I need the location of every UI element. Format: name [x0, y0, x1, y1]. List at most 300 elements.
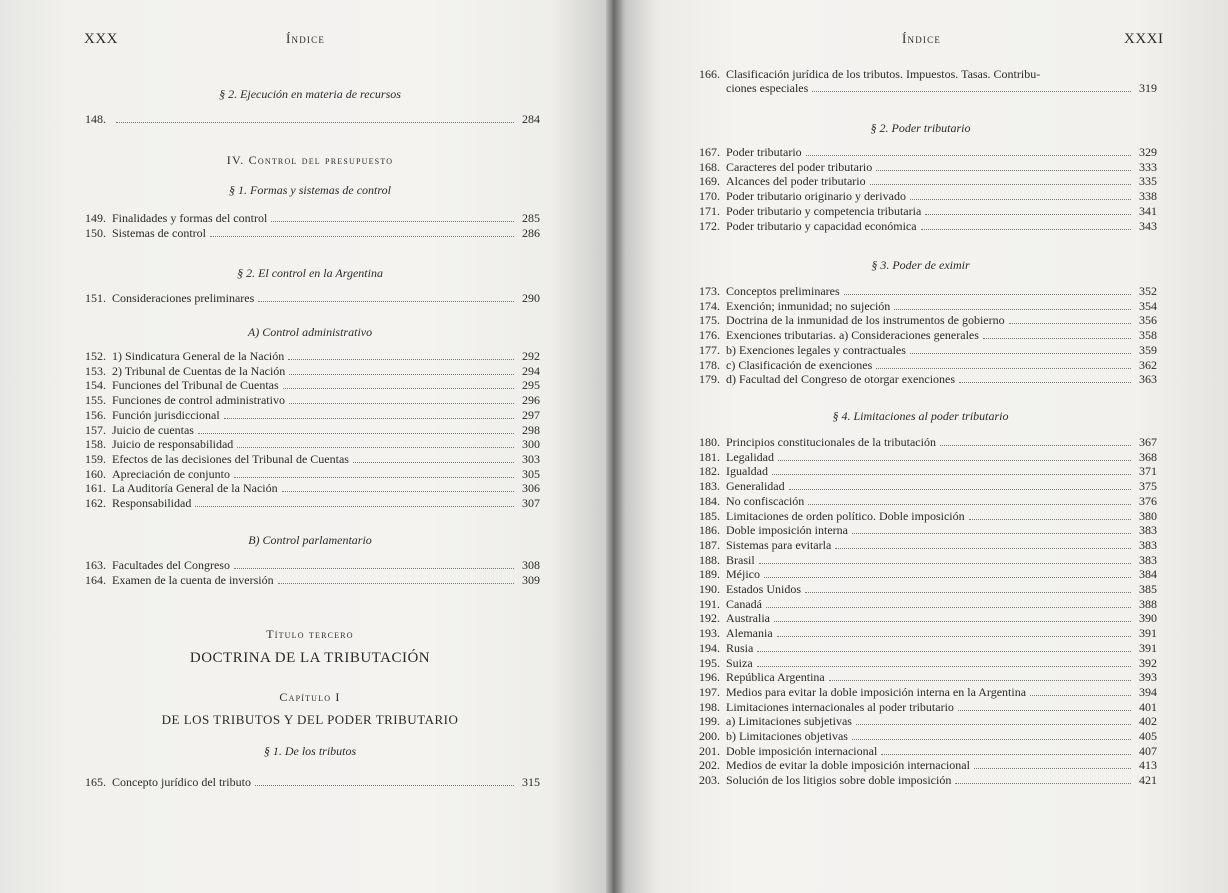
toc-entry — [70, 573, 540, 587]
section-heading-control-argentina: § 2. El control en la Argentina — [237, 266, 383, 280]
toc-entry-number: 187. — [699, 537, 720, 552]
toc-entry-page: 380 — [1139, 508, 1157, 523]
toc-entry — [70, 558, 540, 572]
toc-entry-page: 286 — [522, 225, 540, 240]
dot-leader — [255, 776, 514, 786]
toc-entry-page: 308 — [522, 558, 540, 572]
toc-entry-page: 352 — [1139, 284, 1157, 298]
dot-leader — [237, 438, 514, 448]
toc-entry-page: 284 — [522, 112, 540, 126]
toc-entry — [70, 775, 540, 789]
toc-entry — [684, 313, 1157, 327]
toc-entry-number: 189. — [699, 567, 720, 582]
toc-entry-title: Funciones del Tribunal de Cuentas — [112, 378, 279, 393]
toc-entry — [684, 145, 1157, 159]
toc-entry-page: 319 — [1139, 81, 1157, 95]
toc-entry-page: 413 — [1139, 758, 1157, 773]
toc-entry — [684, 538, 1157, 552]
dot-leader — [910, 344, 1131, 354]
left-running-title: Índice — [286, 31, 326, 46]
toc-entry — [70, 378, 540, 392]
toc-entry-title: Medios para evitar la doble imposición interna en la Argentina — [726, 684, 1027, 699]
toc-entry-title: Consideraciones preliminares — [112, 291, 255, 305]
capitulo-name: DE LOS TRIBUTOS Y DEL PODER TRIBUTARIO — [161, 712, 459, 727]
toc-entry — [684, 219, 1157, 233]
dot-leader — [116, 113, 514, 123]
dot-leader — [772, 465, 1131, 475]
toc-entry-title: Australia — [726, 611, 770, 626]
toc-entry-page: 401 — [1139, 699, 1157, 714]
toc-entry — [684, 670, 1157, 684]
toc-entry-page: 385 — [1139, 582, 1157, 596]
toc-entry-number: 184. — [699, 493, 720, 508]
toc-entry — [684, 597, 1157, 611]
section-heading-limitaciones: § 4. Limitaciones al poder tributario — [832, 409, 1009, 423]
toc-entry — [684, 626, 1157, 640]
toc-entry — [684, 641, 1157, 655]
toc-entry — [684, 299, 1157, 313]
toc-entry-number: 174. — [699, 298, 720, 313]
toc-entry-number: 176. — [699, 328, 720, 343]
toc-entry-page: 298 — [522, 422, 540, 437]
section-heading-formas: § 1. Formas y sistemas de control — [229, 183, 391, 197]
dot-leader — [812, 82, 1131, 92]
toc-entry-page: 300 — [522, 437, 540, 452]
toc-entry-number: 169. — [699, 174, 720, 189]
dot-leader — [983, 329, 1131, 339]
dot-leader — [234, 559, 514, 569]
toc-entry-page: 303 — [522, 451, 540, 466]
toc-entry — [684, 553, 1157, 567]
toc-entry-number: 160. — [85, 466, 106, 481]
toc-entry-page: 392 — [1139, 655, 1157, 670]
right-running-title: Índice — [902, 31, 942, 46]
toc-entry-page: 358 — [1139, 328, 1157, 343]
toc-entry-title: Apreciación de conjunto — [112, 466, 230, 481]
toc-entry-page: 376 — [1139, 493, 1157, 508]
toc-entry-number: 181. — [699, 449, 720, 464]
dot-leader — [789, 480, 1131, 490]
toc-entry-title: Poder tributario y competencia tributaria — [726, 203, 922, 218]
toc-entry-page: 297 — [522, 407, 540, 422]
subsection-heading-control-parlamentario: B) Control parlamentario — [248, 533, 372, 547]
toc-entry-page: 354 — [1139, 298, 1157, 313]
right-page-number: XXXI — [1124, 31, 1164, 47]
toc-entry-page: 394 — [1139, 684, 1157, 699]
toc-entry-number: 163. — [85, 558, 106, 572]
toc-entry-title: Medios de evitar la doble imposición internacional — [726, 758, 970, 773]
toc-entry-title: Conceptos preliminares — [726, 284, 840, 298]
toc-entry-page: 363 — [1139, 372, 1157, 387]
toc-entry-page: 315 — [522, 775, 540, 789]
toc-entry-title: Exenciones tributarias. a) Consideraciones generales — [726, 328, 979, 343]
toc-entry — [684, 773, 1157, 787]
toc-entry-number: 186. — [699, 523, 720, 538]
toc-entry-page: 402 — [1139, 714, 1157, 729]
toc-entry-page: 292 — [522, 349, 540, 363]
dot-leader — [198, 424, 514, 434]
toc-entry-number: 193. — [699, 626, 720, 641]
toc-entry-title: Estados Unidos — [726, 582, 801, 596]
toc-entry-page: 285 — [522, 211, 540, 225]
toc-entry-title: Clasificación jurídica de los tributos. Impuestos. Tasas. Contribu- — [726, 67, 1041, 81]
toc-entry-page: 333 — [1139, 159, 1157, 174]
toc-entry-page: 375 — [1139, 479, 1157, 494]
toc-entry-number: 194. — [699, 640, 720, 655]
dot-leader — [881, 745, 1131, 755]
toc-entry-number: 153. — [85, 363, 106, 378]
dot-leader — [958, 701, 1131, 711]
left-page-number: XXX — [84, 31, 118, 47]
toc-entry-number: 166. — [699, 67, 720, 81]
toc-entry — [684, 509, 1157, 523]
toc-entry — [684, 358, 1157, 372]
toc-entry-title: Juicio de cuentas — [112, 422, 194, 437]
toc-entry-page: 295 — [522, 378, 540, 393]
toc-entry-number: 191. — [699, 596, 720, 611]
dot-leader — [844, 285, 1131, 295]
toc-entry — [70, 423, 540, 437]
toc-entry-number: 155. — [85, 393, 106, 408]
toc-entry-title: Poder tributario y capacidad económica — [726, 218, 917, 233]
dot-leader — [271, 212, 514, 222]
toc-entry — [684, 464, 1157, 478]
dot-leader — [870, 175, 1131, 185]
toc-entry-page: 421 — [1139, 773, 1157, 788]
toc-entry-title: Igualdad — [726, 464, 768, 479]
toc-entry-title: Limitaciones internacionales al poder tributario — [726, 699, 954, 714]
book-spine — [606, 0, 622, 893]
toc-entry-page: 367 — [1139, 435, 1157, 449]
toc-entry-title: Poder tributario — [726, 145, 802, 159]
toc-entry-number: 185. — [699, 508, 720, 523]
toc-entry — [684, 656, 1157, 670]
dot-leader — [808, 495, 1131, 505]
toc-entry-page: 329 — [1139, 145, 1157, 159]
toc-entry — [684, 479, 1157, 493]
toc-entry — [684, 494, 1157, 508]
dot-leader — [805, 583, 1131, 593]
toc-entry-page: 356 — [1139, 313, 1157, 328]
dot-leader — [289, 365, 514, 375]
toc-entry-title: Poder tributario originario y derivado — [726, 189, 906, 204]
toc-entry — [70, 496, 540, 510]
dot-leader — [955, 774, 1131, 784]
toc-entry-title: Facultades del Congreso — [112, 558, 230, 572]
dot-leader — [974, 759, 1131, 769]
toc-entry-page: 306 — [522, 481, 540, 496]
dot-leader — [777, 627, 1131, 637]
toc-entry-number: 178. — [699, 357, 720, 372]
toc-entry-page: 384 — [1139, 567, 1157, 582]
toc-entry-title: Sistemas de control — [112, 225, 206, 240]
toc-entry-continuation — [684, 81, 1157, 95]
dot-leader — [829, 671, 1131, 681]
toc-entry — [684, 714, 1157, 728]
dot-leader — [921, 220, 1131, 230]
toc-entry-number: 196. — [699, 670, 720, 685]
toc-entry — [70, 481, 540, 495]
toc-entry-title: Brasil — [726, 552, 755, 567]
toc-entry-number: 157. — [85, 422, 106, 437]
toc-entry — [684, 174, 1157, 188]
toc-entry-title: Canadá — [726, 596, 762, 611]
subsection-heading-control-administrativo: A) Control administrativo — [247, 325, 373, 339]
toc-entry-number: 190. — [699, 582, 720, 596]
toc-entry — [70, 226, 540, 240]
toc-entry-number: 151. — [85, 291, 106, 305]
toc-entry-number: 203. — [699, 773, 720, 788]
dot-leader — [835, 539, 1131, 549]
dot-leader — [959, 373, 1131, 383]
toc-entry — [684, 744, 1157, 758]
toc-entry-page: 391 — [1139, 626, 1157, 641]
dot-leader — [852, 524, 1131, 534]
toc-entry-title: b) Exenciones legales y contractuales — [726, 342, 906, 357]
toc-entry-number: 159. — [85, 451, 106, 466]
toc-entry — [684, 204, 1157, 218]
section-heading-poder-eximir: § 3. Poder de eximir — [871, 258, 970, 272]
toc-entry-number: 162. — [85, 496, 106, 510]
toc-entry-number: 183. — [699, 479, 720, 494]
toc-entry-title: Suiza — [726, 655, 753, 670]
dot-leader — [778, 451, 1131, 461]
toc-entry-number: 154. — [85, 378, 106, 393]
dot-leader — [759, 554, 1131, 564]
toc-entry-title: Doble imposición interna — [726, 523, 848, 538]
toc-entry-title: República Argentina — [726, 670, 825, 685]
toc-entry — [70, 364, 540, 378]
toc-entry — [70, 393, 540, 407]
dot-leader — [894, 300, 1131, 310]
dot-leader — [234, 468, 514, 478]
toc-entry-title: Legalidad — [726, 449, 774, 464]
toc-entry-title: La Auditoría General de la Nación — [112, 481, 278, 496]
toc-entry-number: 192. — [699, 611, 720, 626]
dot-leader — [353, 453, 514, 463]
titulo-label: Título tercero — [266, 627, 354, 641]
toc-entry — [684, 328, 1157, 342]
toc-entry-number: 197. — [699, 684, 720, 699]
toc-entry-number: 156. — [85, 407, 106, 422]
right-page — [614, 0, 1228, 893]
toc-entry-number: 188. — [699, 552, 720, 567]
toc-entry-title: ciones especiales — [726, 81, 809, 95]
dot-leader — [910, 190, 1131, 200]
toc-entry-title: Caracteres del poder tributario — [726, 159, 873, 174]
toc-entry-page: 371 — [1139, 464, 1157, 479]
toc-entry-title: Generalidad — [726, 479, 785, 494]
toc-entry-page: 383 — [1139, 552, 1157, 567]
toc-entry-number: 161. — [85, 481, 106, 496]
dot-leader — [288, 350, 514, 360]
toc-entry-title: Finalidades y formas del control — [112, 211, 268, 225]
toc-entry-number: 202. — [699, 758, 720, 773]
dot-leader — [876, 359, 1131, 369]
toc-entry-number: 152. — [85, 349, 106, 363]
toc-entry — [684, 160, 1157, 174]
toc-entry — [70, 112, 540, 126]
toc-entry-page: 362 — [1139, 357, 1157, 372]
toc-entry-title: d) Facultad del Congreso de otorgar exenciones — [726, 372, 956, 387]
toc-entry-page: 383 — [1139, 523, 1157, 538]
chapter-heading-control: IV. Control del presupuesto — [226, 153, 394, 167]
dot-leader — [195, 497, 514, 507]
toc-entry-title: Doctrina de la inmunidad de los instrumentos de gobierno — [726, 313, 1005, 328]
toc-entry-number: 171. — [699, 203, 720, 218]
toc-entry — [70, 408, 540, 422]
toc-entry-page: 294 — [522, 363, 540, 378]
toc-entry-page: 343 — [1139, 218, 1157, 233]
dot-leader — [289, 394, 514, 404]
section-heading-tributos: § 1. De los tributos — [263, 744, 357, 758]
toc-entry-title: Exención; inmunidad; no sujeción — [726, 298, 891, 313]
toc-entry-page: 307 — [522, 496, 540, 510]
toc-entry — [684, 189, 1157, 203]
toc-entry-title: Examen de la cuenta de inversión — [112, 572, 274, 587]
toc-entry-title: Juicio de responsabilidad — [112, 437, 234, 452]
toc-entry-title: Alcances del poder tributario — [726, 174, 866, 189]
toc-entry-number: 168. — [699, 159, 720, 174]
toc-entry-page: 393 — [1139, 670, 1157, 685]
toc-entry-number: 198. — [699, 699, 720, 714]
toc-entry-title: 1) Sindicatura General de la Nación — [112, 349, 285, 363]
toc-entry — [70, 291, 540, 305]
toc-entry — [684, 372, 1157, 386]
toc-entry-title: c) Clasificación de exenciones — [726, 357, 873, 372]
toc-entry — [70, 467, 540, 481]
toc-entry-number: 150. — [85, 225, 106, 240]
toc-entry-page: 368 — [1139, 449, 1157, 464]
toc-entry-number: 179. — [699, 372, 720, 387]
toc-entry-title: Función jurisdiccional — [112, 407, 220, 422]
dot-leader — [940, 436, 1131, 446]
toc-entry — [70, 211, 540, 225]
toc-entry-title: Doble imposición internacional — [726, 743, 878, 758]
section-heading-poder-tributario: § 2. Poder tributario — [870, 121, 971, 135]
toc-entry-page: 338 — [1139, 189, 1157, 204]
toc-entry-number: 201. — [699, 743, 720, 758]
toc-entry — [684, 343, 1157, 357]
toc-entry — [684, 582, 1157, 596]
toc-entry-number: 180. — [699, 435, 720, 449]
dot-leader — [969, 510, 1131, 520]
toc-entry-page: 390 — [1139, 611, 1157, 626]
toc-entry-number: 165. — [85, 775, 106, 789]
toc-entry-number: 148. — [85, 112, 106, 126]
toc-entry-page: 290 — [522, 291, 540, 305]
dot-leader — [283, 379, 514, 389]
toc-entry-number: 177. — [699, 342, 720, 357]
section-heading-ejecucion: § 2. Ejecución en materia de recursos — [219, 87, 401, 101]
toc-entry — [684, 729, 1157, 743]
dot-leader — [278, 574, 514, 584]
dot-leader — [764, 568, 1131, 578]
toc-entry-title: Solución de los litigios sobre doble imposición — [726, 773, 952, 788]
dot-leader — [757, 657, 1131, 667]
toc-entry-number: 158. — [85, 437, 106, 452]
toc-entry-page: 405 — [1139, 729, 1157, 743]
toc-entry-title: Principios constitucionales de la tributación — [726, 435, 936, 449]
toc-entry-title: a) Limitaciones subjetivas — [726, 714, 852, 729]
toc-entry-page: 391 — [1139, 640, 1157, 655]
dot-leader — [757, 642, 1131, 652]
toc-entry-number: 164. — [85, 572, 106, 587]
titulo-name: DOCTRINA DE LA TRIBUTACIÓN — [189, 650, 431, 666]
toc-entry — [684, 758, 1157, 772]
toc-entry — [684, 685, 1157, 699]
toc-entry-title: Concepto jurídico del tributo — [112, 775, 251, 789]
toc-entry — [70, 452, 540, 466]
dot-leader — [856, 715, 1131, 725]
toc-entry-number: 195. — [699, 655, 720, 670]
toc-entry-number: 149. — [85, 211, 106, 225]
dot-leader — [282, 482, 514, 492]
dot-leader — [210, 227, 514, 237]
toc-entry-number: 182. — [699, 464, 720, 479]
toc-entry-page: 359 — [1139, 342, 1157, 357]
toc-entry-page: 296 — [522, 393, 540, 408]
dot-leader — [806, 146, 1131, 156]
capitulo-label: Capítulo I — [279, 690, 341, 704]
toc-entry — [684, 700, 1157, 714]
toc-entry-title: Rusia — [726, 640, 754, 655]
toc-entry-number: 173. — [699, 284, 720, 298]
toc-entry-title: Funciones de control administrativo — [112, 393, 285, 408]
dot-leader — [1009, 314, 1131, 324]
toc-entry — [684, 67, 1157, 81]
toc-entry-page: 309 — [522, 572, 540, 587]
toc-entry-number: 172. — [699, 218, 720, 233]
toc-entry-title: Méjico — [726, 567, 760, 582]
toc-entry — [70, 437, 540, 451]
toc-entry-title: Responsabilidad — [112, 496, 192, 510]
toc-entry-title: Alemania — [726, 626, 773, 641]
toc-entry-number: 200. — [699, 729, 720, 743]
toc-entry-number: 175. — [699, 313, 720, 328]
toc-entry — [684, 611, 1157, 625]
toc-entry — [684, 435, 1157, 449]
toc-entry-page: 407 — [1139, 743, 1157, 758]
toc-entry-page: 388 — [1139, 596, 1157, 611]
toc-entry-title: b) Limitaciones objetivas — [726, 729, 848, 743]
dot-leader — [258, 292, 514, 302]
toc-entry — [684, 523, 1157, 537]
dot-leader — [1030, 686, 1131, 696]
toc-entry-title: Sistemas para evitarla — [726, 537, 832, 552]
toc-entry — [684, 567, 1157, 581]
dot-leader — [876, 161, 1131, 171]
toc-entry-title: No confiscación — [726, 493, 805, 508]
dot-leader — [774, 612, 1131, 622]
toc-entry-number: 199. — [699, 714, 720, 729]
toc-entry-number: 167. — [699, 145, 720, 159]
toc-entry-number: 170. — [699, 189, 720, 204]
toc-entry — [684, 284, 1157, 298]
toc-entry — [684, 450, 1157, 464]
toc-entry — [70, 349, 540, 363]
dot-leader — [766, 598, 1131, 608]
toc-entry-page: 383 — [1139, 537, 1157, 552]
dot-leader — [925, 205, 1131, 215]
toc-entry-title: Efectos de las decisiones del Tribunal de Cuentas — [112, 451, 349, 466]
toc-entry-page: 341 — [1139, 203, 1157, 218]
dot-leader — [852, 730, 1131, 740]
toc-entry-page: 305 — [522, 466, 540, 481]
toc-entry-title: Limitaciones de orden político. Doble imposición — [726, 508, 965, 523]
dot-leader — [224, 409, 514, 419]
toc-entry-page: 335 — [1139, 174, 1157, 189]
